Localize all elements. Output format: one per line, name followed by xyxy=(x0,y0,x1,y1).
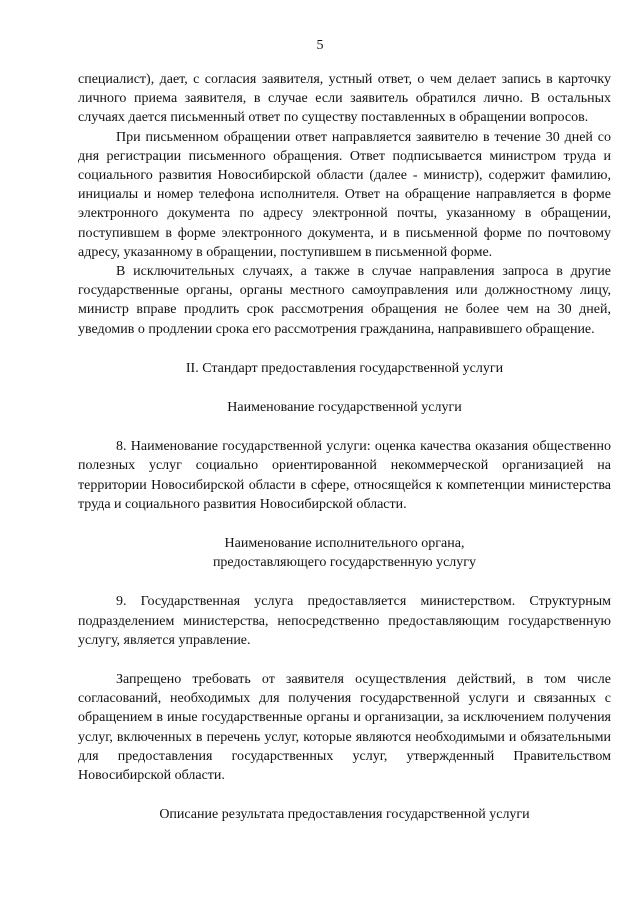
spacer xyxy=(78,514,611,534)
subheading-executive-body-line1: Наименование исполнительного органа, xyxy=(224,536,465,552)
spacer xyxy=(78,785,611,805)
spacer xyxy=(78,417,611,437)
subheading-result-description: Описание результата предоставления государственной услуги xyxy=(159,807,530,823)
paragraph-written-response: При письменном обращении ответ направляется заявителю в течение 30 дней со дня регистрации письменного обращения. Ответ подписывается министром труда и социального развития Новосибирской области (далее - министр), содержит фамилию, инициалы и номер телефона исполнителя. Ответ на обращение направляется в форме электронного документа по адресу электронной почты, указанному в обращении, поступившем в форме электронного документа, и в письменной форме по почтовому адресу, указанному в обращении, поступившем в письменной форме. xyxy=(78,129,611,260)
paragraph-item-8: 8. Наименование государственной услуги: оценка качества оказания общественно полезных услуг социально ориентированной некоммерческой организацией на территории Новосибирской области в сфере, относящейся к компетенции министерства труда и социального развития Новосибирской области. xyxy=(78,439,611,512)
spacer xyxy=(78,378,611,398)
paragraph-personal-reception: специалист), дает, с согласия заявителя, устный ответ, о чем делает запись в карточку личного приема заявителя, в случае если заявитель обратился лично. В остальных случаях дается письменный ответ по существу поставленных в обращении вопросов. xyxy=(78,72,611,126)
spacer xyxy=(78,339,611,359)
paragraph-item-9: 9. Государственная услуга предоставляется министерством. Структурным подразделением министерства, непосредственно предоставляющим государственную услугу, является управление. xyxy=(78,594,611,648)
subheading-service-name: Наименование государственной услуги xyxy=(227,400,462,416)
section-heading-standard: II. Стандарт предоставления государственной услуги xyxy=(185,360,504,376)
page-number: 5 xyxy=(316,38,324,53)
paragraph-term-extension: В исключительных случаях, а также в случае направления запроса в другие государственные органы, органы местного самоуправления или должностному лицу, министр вправе продлить срок рассмотрения обращения не более чем на 30 дней, уведомив о продлении срока его рассмотрения гражданина, направившего обращение. xyxy=(78,264,611,337)
paragraph-prohibition: Запрещено требовать от заявителя осуществления действий, в том числе согласований, необходимых для получения государственной услуги и связанных с обращением в иные государственные органы и организации, за исключением получения услуг, включенных в перечень услуг, которые являются необходимыми и обязательными для предоставления государственных услуг, утвержденный Правительством Новосибирской области. xyxy=(78,672,611,784)
spacer xyxy=(78,650,611,670)
subheading-executive-body-line2: предоставляющего государственную услугу xyxy=(212,555,477,571)
document-body xyxy=(78,70,611,825)
spacer xyxy=(78,572,611,592)
